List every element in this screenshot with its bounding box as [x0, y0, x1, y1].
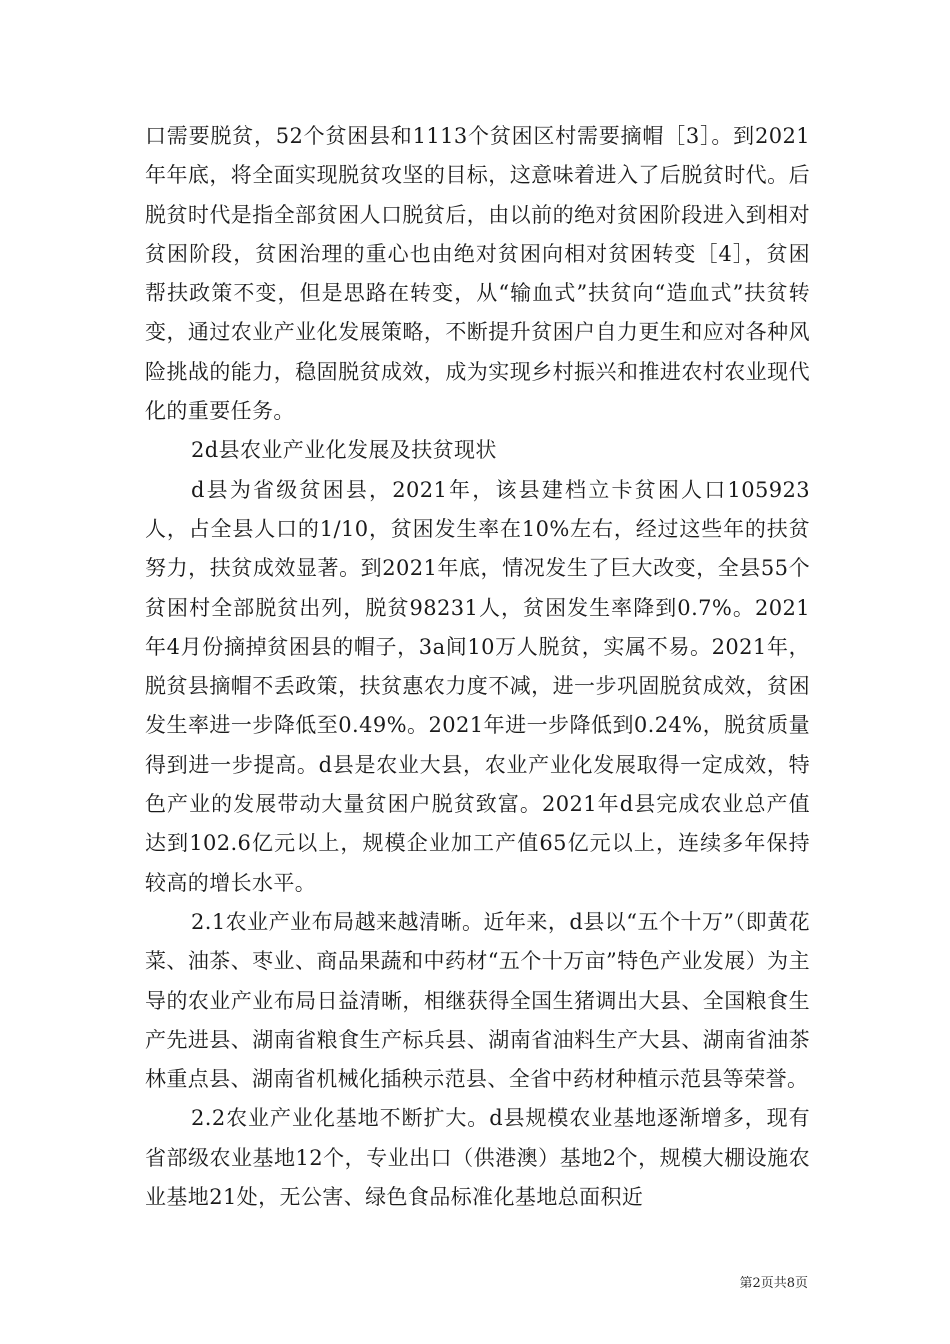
section-heading: 2d县农业产业化发展及扶贫现状 [191, 438, 497, 463]
page-number-footer: 第2页共8页 [739, 1276, 808, 1291]
document-body [145, 117, 810, 1217]
paragraph-industry-layout: 2.1农业产业布局越来越清晰。近年来，d县以“五个十万”（即黄花菜、油茶、枣业、商品果蔬和中药材“五个十万亩”特色产业发展）为主导的农业产业布局日益清晰，相继获得全国生猪调出大县、全国粮食生产先进县、湖南省粮食生产标兵县、湖南省油料生产大县、湖南省油茶林重点县、湖南省机械化插秧示范县、全省中药材种植示范县等荣誉。 [145, 909, 810, 1092]
paragraph-post-poverty-era: 口需要脱贫，52个贫困县和1113个贫困区村需要摘帽［3］。到2021年年底，将全面实现脱贫攻坚的目标，这意味着进入了后脱贫时代。后脱贫时代是指全部贫困人口脱贫后，由以前的绝对贫困阶段进入到相对贫困阶段，贫困治理的重心也由绝对贫困向相对贫困转变［4］，贫困帮扶政策不变，但是思路在转变，从“输血式”扶贫向“造血式”扶贫转变，通过农业产业化发展策略，不断提升贫困户自力更生和应对各种风险挑战的能力，稳固脱贫成效，成为实现乡村振兴和推进农村农业现代化的重要任务。 [145, 124, 810, 424]
paragraph-county-status: d县为省级贫困县，2021年，该县建档立卡贫困人口105923人，占全县人口的1/10，贫困发生率在10%左右，经过这些年的扶贫努力，扶贫成效显著。到2021年底，情况发生了巨大改变，全县55个贫困村全部脱贫出列，脱贫98231人，贫困发生率降到0.7%。2021年4月份摘掉贫困县的帽子，3a间10万人脱贫，实属不易。2021年，脱贫县摘帽不丢政策，扶贫惠农力度不减，进一步巩固脱贫成效，贫困发生率进一步降低至0.49%。2021年进一步降低到0.24%，脱贫质量得到进一步提高。d县是农业大县，农业产业化发展取得一定成效，特色产业的发展带动大量贫困户脱贫致富。2021年d县完成农业总产值达到102.6亿元以上，规模企业加工产值65亿元以上，连续多年保持较高的增长水平。 [145, 477, 810, 895]
paragraph-industry-bases: 2.2农业产业化基地不断扩大。d县规模农业基地逐渐增多，现有省部级农业基地12个，专业出口（供港澳）基地2个，规模大棚设施农业基地21处，无公害、绿色食品标准化基地总面积近 [145, 1106, 810, 1210]
